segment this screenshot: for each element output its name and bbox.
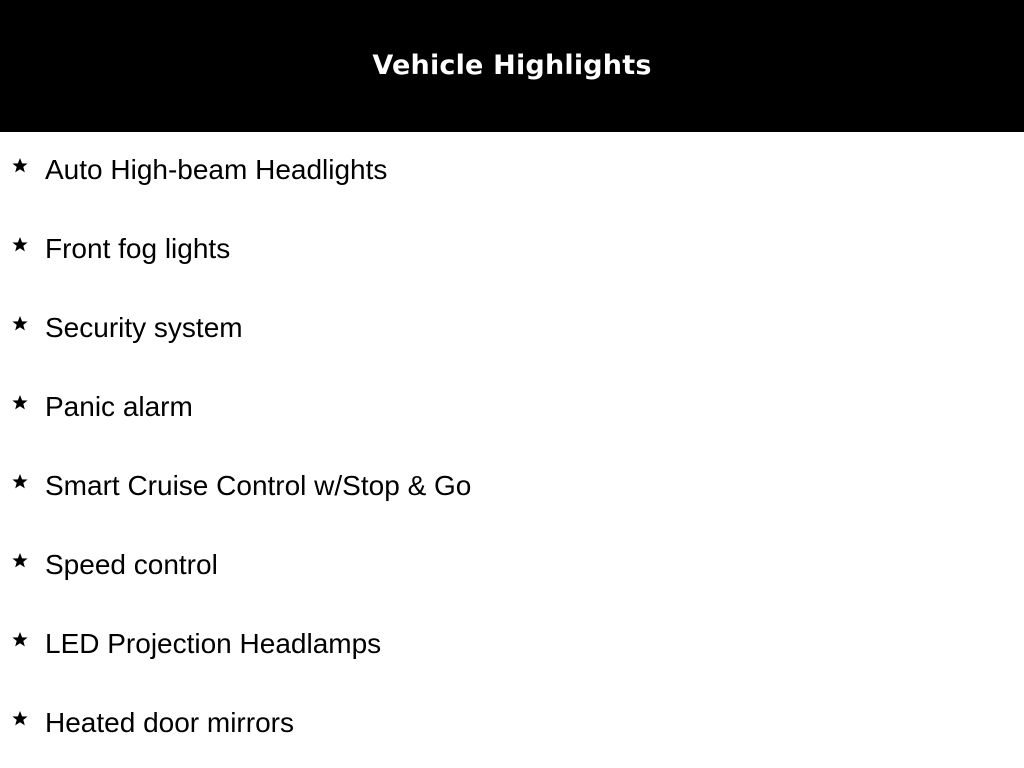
feature-label: Smart Cruise Control w/Stop & Go bbox=[45, 470, 472, 501]
feature-label: Front fog lights bbox=[45, 233, 231, 264]
star-icon bbox=[10, 709, 30, 729]
list-item bbox=[0, 527, 1024, 606]
star-icon bbox=[10, 630, 30, 650]
feature-label: Panic alarm bbox=[45, 391, 193, 422]
feature-label: Heated door mirrors bbox=[45, 707, 294, 738]
list-item bbox=[0, 211, 1024, 290]
feature-label: Security system bbox=[45, 312, 243, 343]
feature-label: Auto High-beam Headlights bbox=[45, 154, 388, 185]
star-icon bbox=[10, 314, 30, 334]
list-item bbox=[0, 290, 1024, 369]
list-item bbox=[0, 685, 1024, 764]
feature-label: Speed control bbox=[45, 549, 218, 580]
star-icon bbox=[10, 472, 30, 492]
feature-label: LED Projection Headlamps bbox=[45, 628, 382, 659]
star-icon bbox=[10, 393, 30, 413]
star-icon bbox=[10, 235, 30, 255]
list-item bbox=[0, 606, 1024, 685]
list-item bbox=[0, 369, 1024, 448]
page-title: Vehicle Highlights bbox=[372, 49, 652, 81]
list-item bbox=[0, 132, 1024, 211]
feature-list bbox=[0, 132, 1024, 764]
header-banner bbox=[0, 0, 1024, 132]
star-icon bbox=[10, 156, 30, 176]
list-item bbox=[0, 448, 1024, 527]
star-icon bbox=[10, 551, 30, 571]
